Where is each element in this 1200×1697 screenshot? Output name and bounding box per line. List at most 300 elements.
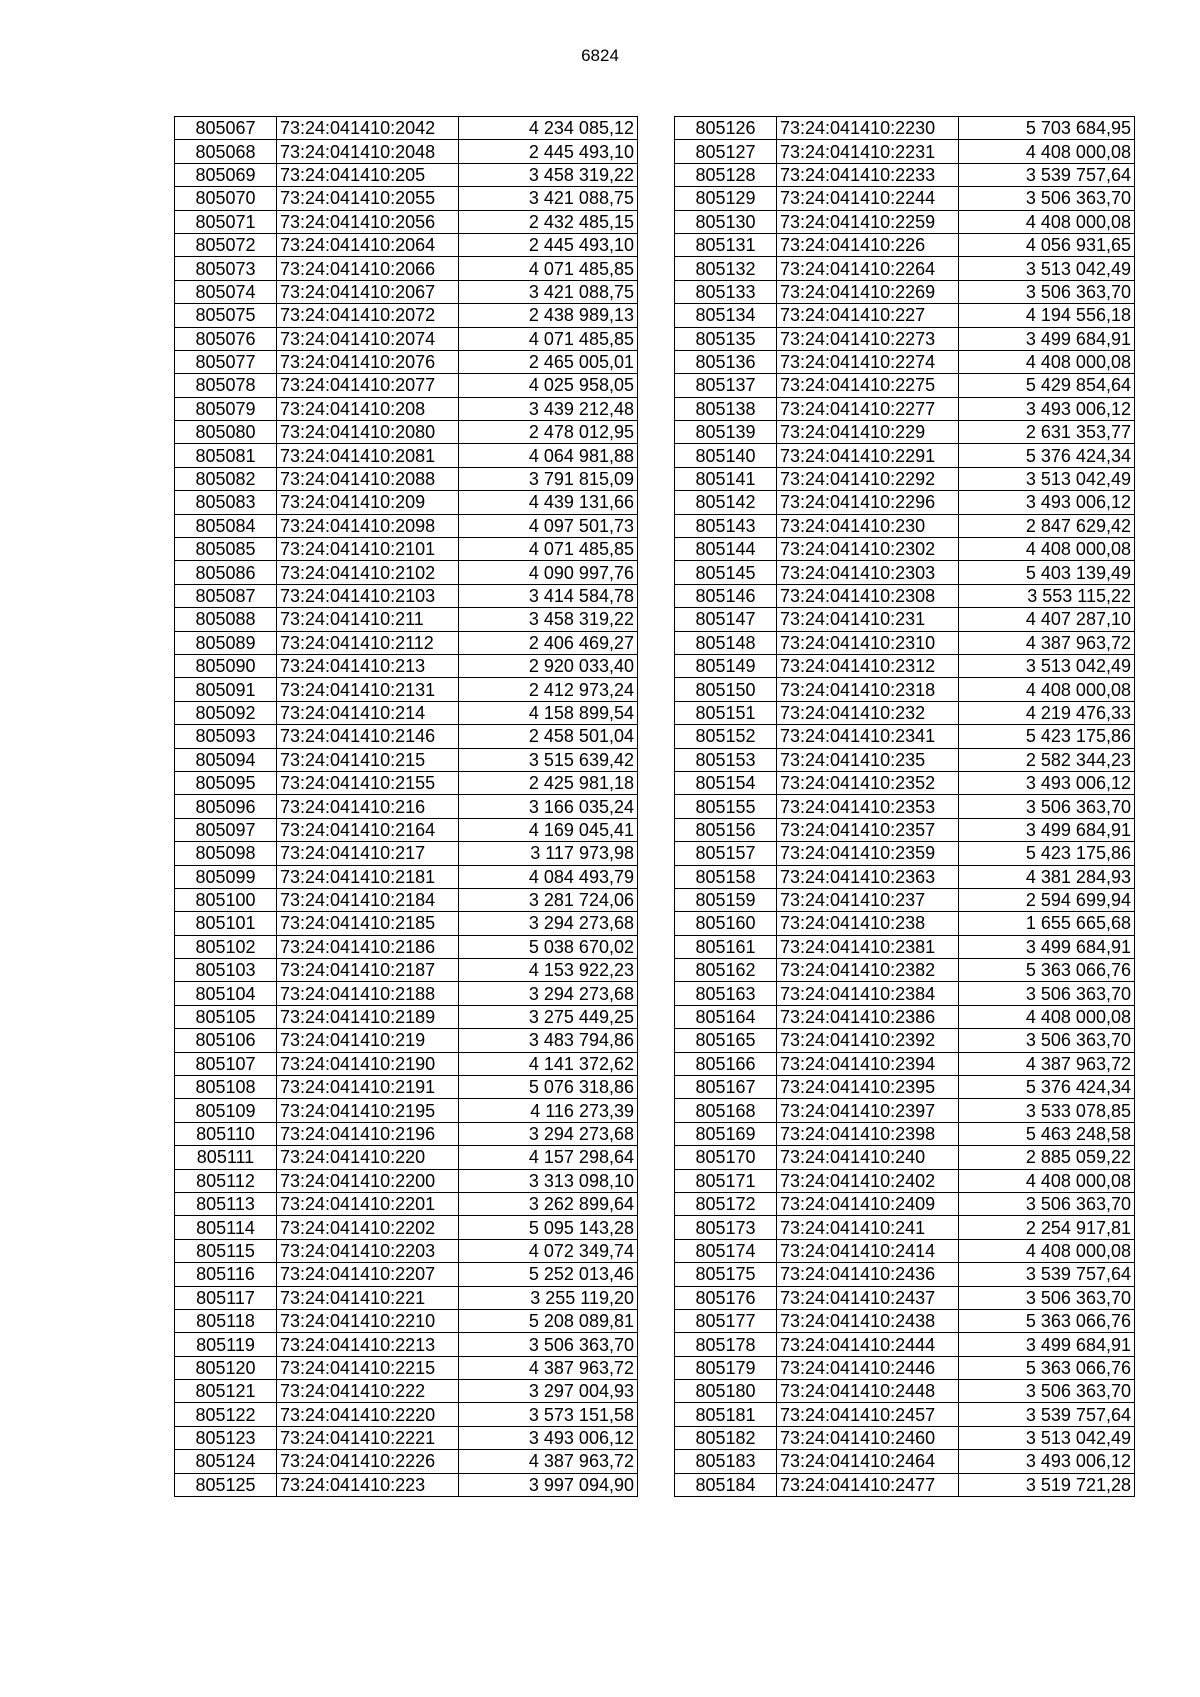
- cadastral-number-cell: 73:24:041410:2477: [777, 1473, 959, 1496]
- row-number-cell: 805137: [675, 374, 777, 397]
- table-row: [675, 935, 1135, 958]
- cadastral-number-cell: 73:24:041410:235: [777, 748, 959, 771]
- value-cell: 3 297 004,93: [459, 1380, 638, 1403]
- table-row: [175, 374, 638, 397]
- value-cell: 4 071 485,85: [459, 538, 638, 561]
- cadastral-number-cell: 73:24:041410:238: [777, 912, 959, 935]
- cadastral-number-cell: 73:24:041410:2196: [277, 1122, 459, 1145]
- cadastral-number-cell: 73:24:041410:2436: [777, 1263, 959, 1286]
- row-number-cell: 805154: [675, 771, 777, 794]
- value-cell: 5 252 013,46: [459, 1263, 638, 1286]
- row-number-cell: 805118: [175, 1309, 277, 1332]
- table-row: [175, 912, 638, 935]
- value-cell: 3 499 684,91: [959, 818, 1135, 841]
- cadastral-number-cell: 73:24:041410:2184: [277, 888, 459, 911]
- row-number-cell: 805105: [175, 1005, 277, 1028]
- cadastral-number-cell: 73:24:041410:2312: [777, 654, 959, 677]
- table-row: [175, 1076, 638, 1099]
- row-number-cell: 805150: [675, 678, 777, 701]
- table-row: [175, 444, 638, 467]
- row-number-cell: 805122: [175, 1403, 277, 1426]
- table-row: [675, 421, 1135, 444]
- value-cell: 4 408 000,08: [959, 140, 1135, 163]
- row-number-cell: 805106: [175, 1029, 277, 1052]
- table-row: [175, 1146, 638, 1169]
- value-cell: 3 506 363,70: [959, 795, 1135, 818]
- cadastral-number-cell: 73:24:041410:229: [777, 421, 959, 444]
- value-cell: 2 631 353,77: [959, 421, 1135, 444]
- value-cell: 2 412 973,24: [459, 678, 638, 701]
- table-row: [675, 1076, 1135, 1099]
- table-row: [175, 257, 638, 280]
- value-cell: 3 493 006,12: [459, 1426, 638, 1449]
- value-cell: 4 381 284,93: [959, 865, 1135, 888]
- cadastral-number-cell: 73:24:041410:240: [777, 1146, 959, 1169]
- row-number-cell: 805139: [675, 421, 777, 444]
- table-row: [175, 514, 638, 537]
- table-row: [175, 233, 638, 256]
- row-number-cell: 805178: [675, 1333, 777, 1356]
- cadastral-number-cell: 73:24:041410:2102: [277, 561, 459, 584]
- value-cell: 3 458 319,22: [459, 608, 638, 631]
- row-number-cell: 805126: [675, 117, 777, 140]
- table-row: [675, 491, 1135, 514]
- row-number-cell: 805170: [675, 1146, 777, 1169]
- row-number-cell: 805077: [175, 350, 277, 373]
- table-row: [675, 163, 1135, 186]
- table-row: [175, 1380, 638, 1403]
- value-cell: 2 582 344,23: [959, 748, 1135, 771]
- table-row: [175, 935, 638, 958]
- row-number-cell: 805112: [175, 1169, 277, 1192]
- value-cell: 3 493 006,12: [959, 397, 1135, 420]
- cadastral-number-cell: 73:24:041410:2230: [777, 117, 959, 140]
- cadastral-number-cell: 73:24:041410:2200: [277, 1169, 459, 1192]
- value-cell: 3 539 757,64: [959, 1403, 1135, 1426]
- cadastral-number-cell: 73:24:041410:2188: [277, 982, 459, 1005]
- row-number-cell: 805131: [675, 233, 777, 256]
- cadastral-number-cell: 73:24:041410:2384: [777, 982, 959, 1005]
- table-row: [175, 654, 638, 677]
- value-cell: 3 166 035,24: [459, 795, 638, 818]
- row-number-cell: 805157: [675, 842, 777, 865]
- row-number-cell: 805078: [175, 374, 277, 397]
- row-number-cell: 805101: [175, 912, 277, 935]
- cadastral-number-cell: 73:24:041410:2076: [277, 350, 459, 373]
- table-row: [675, 959, 1135, 982]
- row-number-cell: 805070: [175, 187, 277, 210]
- row-number-cell: 805165: [675, 1029, 777, 1052]
- table-row: [675, 444, 1135, 467]
- row-number-cell: 805138: [675, 397, 777, 420]
- value-cell: 4 071 485,85: [459, 327, 638, 350]
- value-cell: 3 513 042,49: [959, 467, 1135, 490]
- row-number-cell: 805090: [175, 654, 277, 677]
- row-number-cell: 805174: [675, 1239, 777, 1262]
- table-row: [675, 514, 1135, 537]
- value-cell: 3 539 757,64: [959, 163, 1135, 186]
- cadastral-number-cell: 73:24:041410:2292: [777, 467, 959, 490]
- cadastral-number-cell: 73:24:041410:2201: [277, 1192, 459, 1215]
- cadastral-number-cell: 73:24:041410:2397: [777, 1099, 959, 1122]
- value-cell: 3 294 273,68: [459, 982, 638, 1005]
- cadastral-number-cell: 73:24:041410:2244: [777, 187, 959, 210]
- cadastral-number-cell: 73:24:041410:216: [277, 795, 459, 818]
- row-number-cell: 805167: [675, 1076, 777, 1099]
- value-cell: 5 403 139,49: [959, 561, 1135, 584]
- row-number-cell: 805086: [175, 561, 277, 584]
- value-cell: 4 219 476,33: [959, 701, 1135, 724]
- cadastral-number-cell: 73:24:041410:2318: [777, 678, 959, 701]
- table-row: [175, 795, 638, 818]
- cadastral-number-cell: 73:24:041410:2098: [277, 514, 459, 537]
- value-cell: 4 387 963,72: [959, 1052, 1135, 1075]
- row-number-cell: 805079: [175, 397, 277, 420]
- value-cell: 4 064 981,88: [459, 444, 638, 467]
- cadastral-number-cell: 73:24:041410:2101: [277, 538, 459, 561]
- table-row: [675, 842, 1135, 865]
- value-cell: 2 478 012,95: [459, 421, 638, 444]
- value-cell: 4 090 997,76: [459, 561, 638, 584]
- cadastral-number-cell: 73:24:041410:215: [277, 748, 459, 771]
- table-row: [675, 1403, 1135, 1426]
- cadastral-number-cell: 73:24:041410:2409: [777, 1192, 959, 1215]
- cadastral-number-cell: 73:24:041410:221: [277, 1286, 459, 1309]
- row-number-cell: 805074: [175, 280, 277, 303]
- cadastral-number-cell: 73:24:041410:2457: [777, 1403, 959, 1426]
- table-row: [675, 1005, 1135, 1028]
- table-row: [675, 1426, 1135, 1449]
- table-row: [175, 163, 638, 186]
- cadastral-number-cell: 73:24:041410:219: [277, 1029, 459, 1052]
- table-row: [175, 1403, 638, 1426]
- value-cell: 3 313 098,10: [459, 1169, 638, 1192]
- value-cell: 2 465 005,01: [459, 350, 638, 373]
- value-cell: 3 483 794,86: [459, 1029, 638, 1052]
- table-row: [675, 1146, 1135, 1169]
- row-number-cell: 805160: [675, 912, 777, 935]
- cadastral-number-cell: 73:24:041410:2359: [777, 842, 959, 865]
- row-number-cell: 805089: [175, 631, 277, 654]
- row-number-cell: 805084: [175, 514, 277, 537]
- cadastral-number-cell: 73:24:041410:2464: [777, 1450, 959, 1473]
- cadastral-number-cell: 73:24:041410:2190: [277, 1052, 459, 1075]
- cadastral-number-cell: 73:24:041410:217: [277, 842, 459, 865]
- value-cell: 4 157 298,64: [459, 1146, 638, 1169]
- cadastral-number-cell: 73:24:041410:2259: [777, 210, 959, 233]
- cadastral-number-cell: 73:24:041410:2446: [777, 1356, 959, 1379]
- row-number-cell: 805082: [175, 467, 277, 490]
- table-row: [675, 1169, 1135, 1192]
- value-cell: 4 153 922,23: [459, 959, 638, 982]
- table-row: [675, 140, 1135, 163]
- cadastral-number-cell: 73:24:041410:2202: [277, 1216, 459, 1239]
- row-number-cell: 805148: [675, 631, 777, 654]
- cadastral-number-cell: 73:24:041410:2448: [777, 1380, 959, 1403]
- row-number-cell: 805162: [675, 959, 777, 982]
- value-cell: 5 076 318,86: [459, 1076, 638, 1099]
- cadastral-number-cell: 73:24:041410:2103: [277, 584, 459, 607]
- row-number-cell: 805081: [175, 444, 277, 467]
- table-row: [675, 725, 1135, 748]
- row-number-cell: 805166: [675, 1052, 777, 1075]
- value-cell: 3 493 006,12: [959, 771, 1135, 794]
- row-number-cell: 805104: [175, 982, 277, 1005]
- row-number-cell: 805085: [175, 538, 277, 561]
- cadastral-number-cell: 73:24:041410:2164: [277, 818, 459, 841]
- value-cell: 2 425 981,18: [459, 771, 638, 794]
- row-number-cell: 805072: [175, 233, 277, 256]
- value-cell: 4 408 000,08: [959, 1239, 1135, 1262]
- value-cell: 4 387 963,72: [459, 1450, 638, 1473]
- table-row: [675, 678, 1135, 701]
- table-row: [175, 1005, 638, 1028]
- table-row: [175, 865, 638, 888]
- table-row: [675, 1239, 1135, 1262]
- cadastral-number-cell: 73:24:041410:2213: [277, 1333, 459, 1356]
- value-cell: 3 499 684,91: [959, 327, 1135, 350]
- cadastral-number-cell: 73:24:041410:2274: [777, 350, 959, 373]
- row-number-cell: 805100: [175, 888, 277, 911]
- cadastral-number-cell: 73:24:041410:2064: [277, 233, 459, 256]
- value-cell: 3 553 115,22: [959, 584, 1135, 607]
- table-row: [175, 397, 638, 420]
- value-cell: 3 421 088,75: [459, 187, 638, 210]
- row-number-cell: 805140: [675, 444, 777, 467]
- row-number-cell: 805141: [675, 467, 777, 490]
- value-cell: 5 363 066,76: [959, 1309, 1135, 1332]
- table-row: [175, 771, 638, 794]
- cadastral-number-cell: 73:24:041410:2398: [777, 1122, 959, 1145]
- cadastral-number-cell: 73:24:041410:213: [277, 654, 459, 677]
- value-cell: 3 294 273,68: [459, 1122, 638, 1145]
- value-cell: 3 281 724,06: [459, 888, 638, 911]
- value-cell: 5 095 143,28: [459, 1216, 638, 1239]
- row-number-cell: 805107: [175, 1052, 277, 1075]
- cadastral-number-cell: 73:24:041410:208: [277, 397, 459, 420]
- row-number-cell: 805095: [175, 771, 277, 794]
- value-cell: 3 519 721,28: [959, 1473, 1135, 1496]
- table-row: [175, 1216, 638, 1239]
- cadastral-number-cell: 73:24:041410:227: [777, 304, 959, 327]
- row-number-cell: 805071: [175, 210, 277, 233]
- row-number-cell: 805176: [675, 1286, 777, 1309]
- row-number-cell: 805182: [675, 1426, 777, 1449]
- table-row: [175, 1169, 638, 1192]
- cadastral-number-cell: 73:24:041410:2392: [777, 1029, 959, 1052]
- value-cell: 3 513 042,49: [959, 654, 1135, 677]
- value-cell: 4 169 045,41: [459, 818, 638, 841]
- row-number-cell: 805121: [175, 1380, 277, 1403]
- row-number-cell: 805123: [175, 1426, 277, 1449]
- table-row: [675, 561, 1135, 584]
- value-cell: 2 594 699,94: [959, 888, 1135, 911]
- row-number-cell: 805184: [675, 1473, 777, 1496]
- value-cell: 3 117 973,98: [459, 842, 638, 865]
- value-cell: 4 025 958,05: [459, 374, 638, 397]
- cadastral-number-cell: 73:24:041410:2146: [277, 725, 459, 748]
- cadastral-number-cell: 73:24:041410:2088: [277, 467, 459, 490]
- cadastral-number-cell: 73:24:041410:2189: [277, 1005, 459, 1028]
- row-number-cell: 805087: [175, 584, 277, 607]
- table-row: [175, 1473, 638, 1496]
- table-row: [175, 327, 638, 350]
- table-row: [175, 1426, 638, 1449]
- cadastral-number-cell: 73:24:041410:205: [277, 163, 459, 186]
- row-number-cell: 805094: [175, 748, 277, 771]
- cadastral-number-cell: 73:24:041410:2402: [777, 1169, 959, 1192]
- value-cell: 4 439 131,66: [459, 491, 638, 514]
- cadastral-number-cell: 73:24:041410:2195: [277, 1099, 459, 1122]
- value-cell: 5 423 175,86: [959, 842, 1135, 865]
- value-cell: 2 445 493,10: [459, 140, 638, 163]
- row-number-cell: 805179: [675, 1356, 777, 1379]
- table-row: [175, 1286, 638, 1309]
- cadastral-number-cell: 73:24:041410:2066: [277, 257, 459, 280]
- table-row: [675, 795, 1135, 818]
- cadastral-number-cell: 73:24:041410:2080: [277, 421, 459, 444]
- cadastral-number-cell: 73:24:041410:2444: [777, 1333, 959, 1356]
- table-row: [175, 584, 638, 607]
- row-number-cell: 805130: [675, 210, 777, 233]
- value-cell: 3 506 363,70: [959, 1192, 1135, 1215]
- row-number-cell: 805124: [175, 1450, 277, 1473]
- row-number-cell: 805168: [675, 1099, 777, 1122]
- row-number-cell: 805092: [175, 701, 277, 724]
- row-number-cell: 805145: [675, 561, 777, 584]
- table-row: [175, 210, 638, 233]
- value-cell: 4 387 963,72: [959, 631, 1135, 654]
- cadastral-number-cell: 73:24:041410:2215: [277, 1356, 459, 1379]
- cadastral-number-cell: 73:24:041410:2191: [277, 1076, 459, 1099]
- cadastral-number-cell: 73:24:041410:2353: [777, 795, 959, 818]
- table-row: [675, 280, 1135, 303]
- row-number-cell: 805098: [175, 842, 277, 865]
- table-row: [675, 397, 1135, 420]
- table-row: [175, 818, 638, 841]
- row-number-cell: 805069: [175, 163, 277, 186]
- value-cell: 4 408 000,08: [959, 210, 1135, 233]
- row-number-cell: 805116: [175, 1263, 277, 1286]
- row-number-cell: 805083: [175, 491, 277, 514]
- cadastral-number-cell: 73:24:041410:2231: [777, 140, 959, 163]
- table-row: [175, 631, 638, 654]
- cadastral-number-cell: 73:24:041410:2181: [277, 865, 459, 888]
- table-row: [675, 117, 1135, 140]
- row-number-cell: 805134: [675, 304, 777, 327]
- value-cell: 2 438 989,13: [459, 304, 638, 327]
- table-row: [675, 1099, 1135, 1122]
- cadastral-number-cell: 73:24:041410:232: [777, 701, 959, 724]
- value-cell: 3 439 212,48: [459, 397, 638, 420]
- value-cell: 4 407 287,10: [959, 608, 1135, 631]
- cadastral-number-cell: 73:24:041410:2308: [777, 584, 959, 607]
- row-number-cell: 805152: [675, 725, 777, 748]
- cadastral-number-cell: 73:24:041410:2382: [777, 959, 959, 982]
- cadastral-table-left: [174, 116, 638, 1497]
- row-number-cell: 805153: [675, 748, 777, 771]
- row-number-cell: 805080: [175, 421, 277, 444]
- cadastral-number-cell: 73:24:041410:226: [777, 233, 959, 256]
- row-number-cell: 805113: [175, 1192, 277, 1215]
- value-cell: 2 406 469,27: [459, 631, 638, 654]
- value-cell: 1 655 665,68: [959, 912, 1135, 935]
- table-row: [675, 210, 1135, 233]
- table-row: [675, 1356, 1135, 1379]
- row-number-cell: 805161: [675, 935, 777, 958]
- table-row: [175, 1099, 638, 1122]
- cadastral-number-cell: 73:24:041410:2381: [777, 935, 959, 958]
- row-number-cell: 805175: [675, 1263, 777, 1286]
- row-number-cell: 805127: [675, 140, 777, 163]
- table-row: [175, 187, 638, 210]
- value-cell: 3 513 042,49: [959, 1426, 1135, 1449]
- table-row: [675, 374, 1135, 397]
- value-cell: 3 791 815,09: [459, 467, 638, 490]
- value-cell: 5 363 066,76: [959, 1356, 1135, 1379]
- value-cell: 4 408 000,08: [959, 1169, 1135, 1192]
- cadastral-number-cell: 73:24:041410:214: [277, 701, 459, 724]
- value-cell: 4 387 963,72: [459, 1356, 638, 1379]
- page-number: 6824: [581, 46, 619, 65]
- row-number-cell: 805109: [175, 1099, 277, 1122]
- value-cell: 2 254 917,81: [959, 1216, 1135, 1239]
- row-number-cell: 805173: [675, 1216, 777, 1239]
- value-cell: 2 885 059,22: [959, 1146, 1135, 1169]
- table-row: [175, 1356, 638, 1379]
- table-row: [675, 1333, 1135, 1356]
- row-number-cell: 805146: [675, 584, 777, 607]
- value-cell: 5 429 854,64: [959, 374, 1135, 397]
- table-row: [675, 1473, 1135, 1496]
- table-row: [675, 187, 1135, 210]
- cadastral-number-cell: 73:24:041410:2185: [277, 912, 459, 935]
- value-cell: 2 445 493,10: [459, 233, 638, 256]
- table-row: [175, 1333, 638, 1356]
- value-cell: 3 506 363,70: [959, 1286, 1135, 1309]
- row-number-cell: 805093: [175, 725, 277, 748]
- value-cell: 3 506 363,70: [459, 1333, 638, 1356]
- table-row: [675, 1052, 1135, 1075]
- row-number-cell: 805132: [675, 257, 777, 280]
- row-number-cell: 805128: [675, 163, 777, 186]
- value-cell: 3 493 006,12: [959, 1450, 1135, 1473]
- value-cell: 3 421 088,75: [459, 280, 638, 303]
- cadastral-number-cell: 73:24:041410:2310: [777, 631, 959, 654]
- cadastral-number-cell: 73:24:041410:2273: [777, 327, 959, 350]
- value-cell: 3 539 757,64: [959, 1263, 1135, 1286]
- table-row: [675, 888, 1135, 911]
- value-cell: 4 408 000,08: [959, 350, 1135, 373]
- cadastral-number-cell: 73:24:041410:2302: [777, 538, 959, 561]
- table-row: [675, 350, 1135, 373]
- table-row: [675, 701, 1135, 724]
- value-cell: 2 458 501,04: [459, 725, 638, 748]
- value-cell: 5 376 424,34: [959, 444, 1135, 467]
- table-row: [675, 982, 1135, 1005]
- table-row: [175, 1309, 638, 1332]
- table-row: [675, 327, 1135, 350]
- table-row: [175, 842, 638, 865]
- cadastral-number-cell: 73:24:041410:2291: [777, 444, 959, 467]
- table-row: [175, 1239, 638, 1262]
- row-number-cell: 805163: [675, 982, 777, 1005]
- row-number-cell: 805183: [675, 1450, 777, 1473]
- table-row: [675, 1450, 1135, 1473]
- value-cell: 5 463 248,58: [959, 1122, 1135, 1145]
- table-row: [675, 538, 1135, 561]
- row-number-cell: 805075: [175, 304, 277, 327]
